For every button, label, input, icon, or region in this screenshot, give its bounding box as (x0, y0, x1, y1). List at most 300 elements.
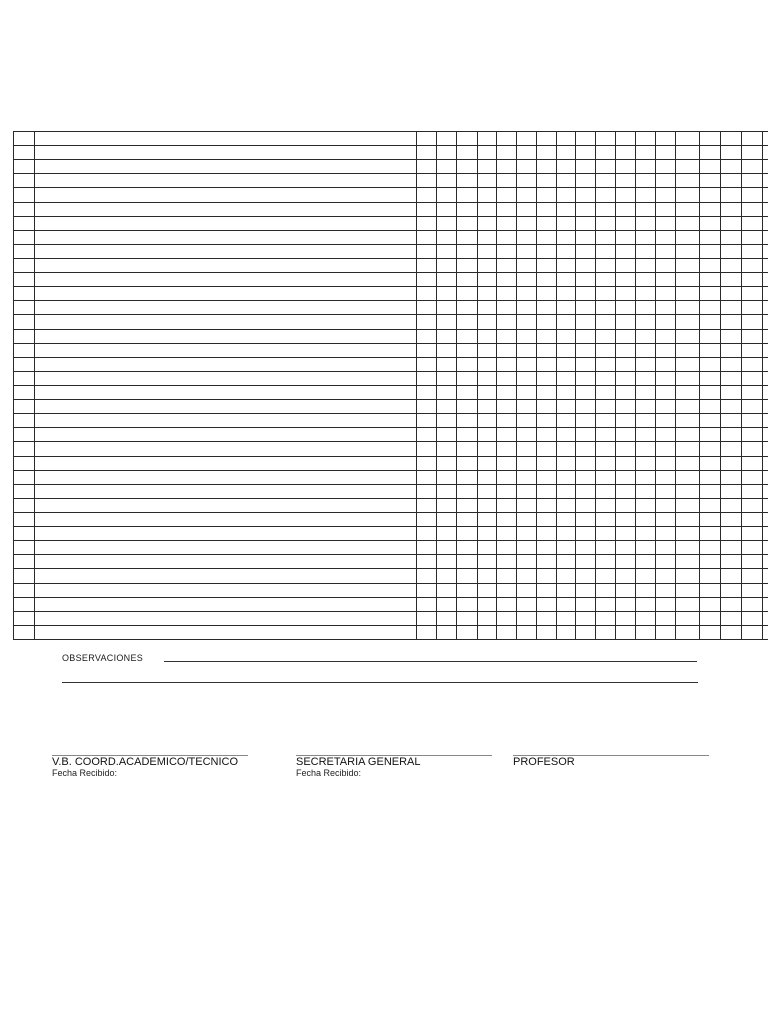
mark-cell (517, 541, 537, 555)
mark-cell (656, 569, 676, 583)
mark-cell (417, 258, 437, 272)
mark-cell (721, 484, 742, 498)
mark-cell (517, 583, 537, 597)
mark-cell (616, 414, 636, 428)
mark-cell (457, 400, 478, 414)
mark-cell (656, 315, 676, 329)
mark-cell (721, 202, 742, 216)
mark-cell (616, 512, 636, 526)
mark-cell (537, 428, 557, 442)
mark-cell (537, 287, 557, 301)
mark-cell (700, 385, 721, 399)
mark-cell (457, 301, 478, 315)
mark-cell (517, 273, 537, 287)
mark-cell (656, 428, 676, 442)
mark-cell (742, 400, 763, 414)
mark-cell (656, 555, 676, 569)
mark-cell (557, 244, 576, 258)
row-number-cell (14, 569, 35, 583)
mark-cell (636, 357, 656, 371)
mark-cell (742, 583, 763, 597)
mark-cell (457, 541, 478, 555)
mark-cell (576, 146, 596, 160)
mark-cell (417, 569, 437, 583)
mark-cell (763, 456, 768, 470)
mark-cell (437, 611, 457, 625)
row-number-cell (14, 343, 35, 357)
table-row (14, 597, 768, 611)
row-number-cell (14, 541, 35, 555)
mark-cell (557, 258, 576, 272)
mark-cell (537, 512, 557, 526)
mark-cell (517, 555, 537, 569)
mark-cell (721, 541, 742, 555)
mark-cell (700, 174, 721, 188)
mark-cell (721, 301, 742, 315)
mark-cell (576, 512, 596, 526)
student-name-cell (35, 400, 417, 414)
mark-cell (676, 357, 700, 371)
mark-cell (676, 371, 700, 385)
mark-cell (457, 583, 478, 597)
mark-cell (497, 216, 517, 230)
mark-cell (676, 555, 700, 569)
mark-cell (596, 258, 616, 272)
mark-cell (656, 343, 676, 357)
mark-cell (537, 597, 557, 611)
mark-cell (417, 287, 437, 301)
mark-cell (497, 371, 517, 385)
mark-cell (517, 385, 537, 399)
mark-cell (763, 611, 768, 625)
observations-label: OBSERVACIONES (62, 653, 144, 663)
row-number-cell (14, 442, 35, 456)
mark-cell (457, 442, 478, 456)
mark-cell (457, 146, 478, 160)
mark-cell (417, 400, 437, 414)
attendance-grid (13, 131, 768, 640)
mark-cell (596, 498, 616, 512)
row-number-cell (14, 188, 35, 202)
mark-cell (497, 301, 517, 315)
mark-cell (636, 258, 656, 272)
mark-cell (417, 583, 437, 597)
mark-cell (676, 301, 700, 315)
mark-cell (417, 343, 437, 357)
mark-cell (457, 512, 478, 526)
mark-cell (676, 315, 700, 329)
mark-cell (537, 470, 557, 484)
mark-cell (576, 625, 596, 639)
mark-cell (742, 160, 763, 174)
mark-cell (596, 216, 616, 230)
mark-cell (596, 442, 616, 456)
mark-cell (537, 216, 557, 230)
mark-cell (517, 132, 537, 146)
mark-cell (742, 470, 763, 484)
mark-cell (656, 230, 676, 244)
student-name-cell (35, 371, 417, 385)
mark-cell (537, 244, 557, 258)
mark-cell (616, 315, 636, 329)
table-row (14, 174, 768, 188)
mark-cell (616, 301, 636, 315)
mark-cell (763, 329, 768, 343)
mark-cell (742, 287, 763, 301)
mark-cell (576, 569, 596, 583)
mark-cell (700, 569, 721, 583)
mark-cell (763, 132, 768, 146)
mark-cell (742, 498, 763, 512)
mark-cell (497, 597, 517, 611)
row-number-cell (14, 160, 35, 174)
mark-cell (478, 400, 497, 414)
mark-cell (537, 569, 557, 583)
mark-cell (700, 371, 721, 385)
mark-cell (742, 188, 763, 202)
row-number-cell (14, 484, 35, 498)
mark-cell (596, 357, 616, 371)
mark-cell (763, 512, 768, 526)
mark-cell (676, 456, 700, 470)
mark-cell (721, 555, 742, 569)
mark-cell (656, 273, 676, 287)
mark-cell (596, 315, 616, 329)
mark-cell (557, 498, 576, 512)
mark-cell (700, 442, 721, 456)
mark-cell (517, 357, 537, 371)
mark-cell (478, 287, 497, 301)
mark-cell (417, 329, 437, 343)
mark-cell (537, 456, 557, 470)
mark-cell (417, 244, 437, 258)
mark-cell (700, 202, 721, 216)
mark-cell (457, 287, 478, 301)
mark-cell (537, 357, 557, 371)
mark-cell (478, 442, 497, 456)
mark-cell (700, 484, 721, 498)
mark-cell (497, 512, 517, 526)
mark-cell (596, 470, 616, 484)
mark-cell (636, 273, 656, 287)
mark-cell (763, 527, 768, 541)
mark-cell (676, 498, 700, 512)
mark-cell (497, 188, 517, 202)
mark-cell (763, 414, 768, 428)
mark-cell (497, 329, 517, 343)
mark-cell (676, 625, 700, 639)
mark-cell (537, 230, 557, 244)
mark-cell (557, 625, 576, 639)
mark-cell (517, 597, 537, 611)
mark-cell (676, 230, 700, 244)
mark-cell (537, 498, 557, 512)
row-number-cell (14, 470, 35, 484)
mark-cell (636, 470, 656, 484)
student-name-cell (35, 244, 417, 258)
table-row (14, 498, 768, 512)
mark-cell (497, 315, 517, 329)
mark-cell (616, 583, 636, 597)
mark-cell (742, 569, 763, 583)
mark-cell (417, 146, 437, 160)
mark-cell (478, 315, 497, 329)
mark-cell (616, 273, 636, 287)
mark-cell (417, 414, 437, 428)
row-number-cell (14, 527, 35, 541)
student-name-cell (35, 146, 417, 160)
mark-cell (517, 216, 537, 230)
table-row (14, 385, 768, 399)
mark-cell (700, 301, 721, 315)
mark-cell (478, 484, 497, 498)
mark-cell (417, 428, 437, 442)
mark-cell (742, 512, 763, 526)
mark-cell (676, 287, 700, 301)
mark-cell (517, 498, 537, 512)
student-name-cell (35, 442, 417, 456)
row-number-cell (14, 216, 35, 230)
mark-cell (537, 484, 557, 498)
mark-cell (576, 202, 596, 216)
mark-cell (763, 315, 768, 329)
mark-cell (517, 202, 537, 216)
row-number-cell (14, 273, 35, 287)
mark-cell (596, 273, 616, 287)
mark-cell (656, 188, 676, 202)
mark-cell (616, 202, 636, 216)
mark-cell (417, 611, 437, 625)
mark-cell (557, 541, 576, 555)
row-number-cell (14, 301, 35, 315)
mark-cell (437, 202, 457, 216)
mark-cell (557, 512, 576, 526)
mark-cell (700, 414, 721, 428)
mark-cell (700, 498, 721, 512)
mark-cell (478, 385, 497, 399)
mark-cell (517, 287, 537, 301)
student-name-cell (35, 132, 417, 146)
table-row (14, 484, 768, 498)
mark-cell (497, 470, 517, 484)
mark-cell (700, 287, 721, 301)
table-row (14, 202, 768, 216)
mark-cell (417, 597, 437, 611)
mark-cell (576, 230, 596, 244)
row-number-cell (14, 385, 35, 399)
mark-cell (616, 470, 636, 484)
mark-cell (497, 357, 517, 371)
mark-cell (437, 343, 457, 357)
mark-cell (437, 400, 457, 414)
observations-line (164, 661, 697, 662)
mark-cell (576, 273, 596, 287)
student-name-cell (35, 527, 417, 541)
mark-cell (616, 385, 636, 399)
mark-cell (517, 611, 537, 625)
mark-cell (557, 442, 576, 456)
mark-cell (721, 414, 742, 428)
student-name-cell (35, 174, 417, 188)
mark-cell (656, 498, 676, 512)
mark-cell (537, 188, 557, 202)
mark-cell (676, 174, 700, 188)
student-name-cell (35, 597, 417, 611)
table-row (14, 146, 768, 160)
mark-cell (676, 484, 700, 498)
mark-cell (636, 132, 656, 146)
mark-cell (478, 569, 497, 583)
table-row (14, 230, 768, 244)
mark-cell (478, 541, 497, 555)
mark-cell (457, 414, 478, 428)
mark-cell (437, 470, 457, 484)
mark-cell (437, 301, 457, 315)
table-row (14, 470, 768, 484)
mark-cell (478, 188, 497, 202)
mark-cell (537, 315, 557, 329)
mark-cell (616, 230, 636, 244)
mark-cell (721, 132, 742, 146)
mark-cell (576, 329, 596, 343)
mark-cell (417, 484, 437, 498)
mark-cell (457, 160, 478, 174)
mark-cell (656, 484, 676, 498)
mark-cell (497, 230, 517, 244)
mark-cell (537, 329, 557, 343)
mark-cell (742, 484, 763, 498)
mark-cell (616, 597, 636, 611)
mark-cell (576, 597, 596, 611)
mark-cell (721, 512, 742, 526)
mark-cell (763, 625, 768, 639)
mark-cell (676, 541, 700, 555)
mark-cell (676, 343, 700, 357)
mark-cell (763, 484, 768, 498)
mark-cell (700, 315, 721, 329)
table-row (14, 258, 768, 272)
mark-cell (616, 329, 636, 343)
mark-cell (478, 174, 497, 188)
mark-cell (721, 597, 742, 611)
mark-cell (417, 188, 437, 202)
mark-cell (721, 273, 742, 287)
mark-cell (763, 216, 768, 230)
mark-cell (457, 343, 478, 357)
mark-cell (763, 160, 768, 174)
mark-cell (656, 287, 676, 301)
mark-cell (437, 597, 457, 611)
mark-cell (742, 146, 763, 160)
mark-cell (576, 484, 596, 498)
mark-cell (517, 456, 537, 470)
mark-cell (557, 583, 576, 597)
mark-cell (517, 146, 537, 160)
mark-cell (676, 597, 700, 611)
mark-cell (537, 400, 557, 414)
mark-cell (721, 343, 742, 357)
mark-cell (437, 132, 457, 146)
mark-cell (576, 385, 596, 399)
student-name-cell (35, 569, 417, 583)
table-row (14, 400, 768, 414)
mark-cell (417, 512, 437, 526)
mark-cell (517, 230, 537, 244)
mark-cell (576, 301, 596, 315)
mark-cell (517, 244, 537, 258)
mark-cell (537, 174, 557, 188)
table-row (14, 611, 768, 625)
mark-cell (742, 174, 763, 188)
mark-cell (437, 273, 457, 287)
mark-cell (417, 541, 437, 555)
mark-cell (457, 385, 478, 399)
mark-cell (636, 569, 656, 583)
mark-cell (763, 188, 768, 202)
mark-cell (497, 174, 517, 188)
table-row (14, 569, 768, 583)
student-name-cell (35, 273, 417, 287)
mark-cell (763, 301, 768, 315)
mark-cell (700, 160, 721, 174)
mark-cell (742, 456, 763, 470)
mark-cell (721, 216, 742, 230)
mark-cell (537, 343, 557, 357)
mark-cell (721, 569, 742, 583)
mark-cell (742, 555, 763, 569)
mark-cell (636, 625, 656, 639)
mark-cell (557, 315, 576, 329)
mark-cell (537, 611, 557, 625)
mark-cell (636, 484, 656, 498)
mark-cell (656, 541, 676, 555)
mark-cell (537, 202, 557, 216)
mark-cell (763, 442, 768, 456)
mark-cell (700, 146, 721, 160)
table-row (14, 160, 768, 174)
mark-cell (596, 174, 616, 188)
mark-cell (700, 343, 721, 357)
mark-cell (537, 625, 557, 639)
mark-cell (742, 611, 763, 625)
mark-cell (478, 329, 497, 343)
mark-cell (676, 414, 700, 428)
mark-cell (656, 258, 676, 272)
mark-cell (742, 202, 763, 216)
mark-cell (497, 625, 517, 639)
mark-cell (457, 315, 478, 329)
mark-cell (700, 329, 721, 343)
mark-cell (557, 527, 576, 541)
mark-cell (700, 273, 721, 287)
mark-cell (616, 216, 636, 230)
mark-cell (676, 583, 700, 597)
mark-cell (763, 385, 768, 399)
mark-cell (700, 597, 721, 611)
mark-cell (742, 329, 763, 343)
mark-cell (596, 611, 616, 625)
mark-cell (437, 287, 457, 301)
mark-cell (700, 428, 721, 442)
mark-cell (457, 611, 478, 625)
mark-cell (700, 244, 721, 258)
row-number-cell (14, 174, 35, 188)
mark-cell (636, 343, 656, 357)
mark-cell (576, 343, 596, 357)
mark-cell (417, 555, 437, 569)
mark-cell (721, 456, 742, 470)
mark-cell (742, 625, 763, 639)
